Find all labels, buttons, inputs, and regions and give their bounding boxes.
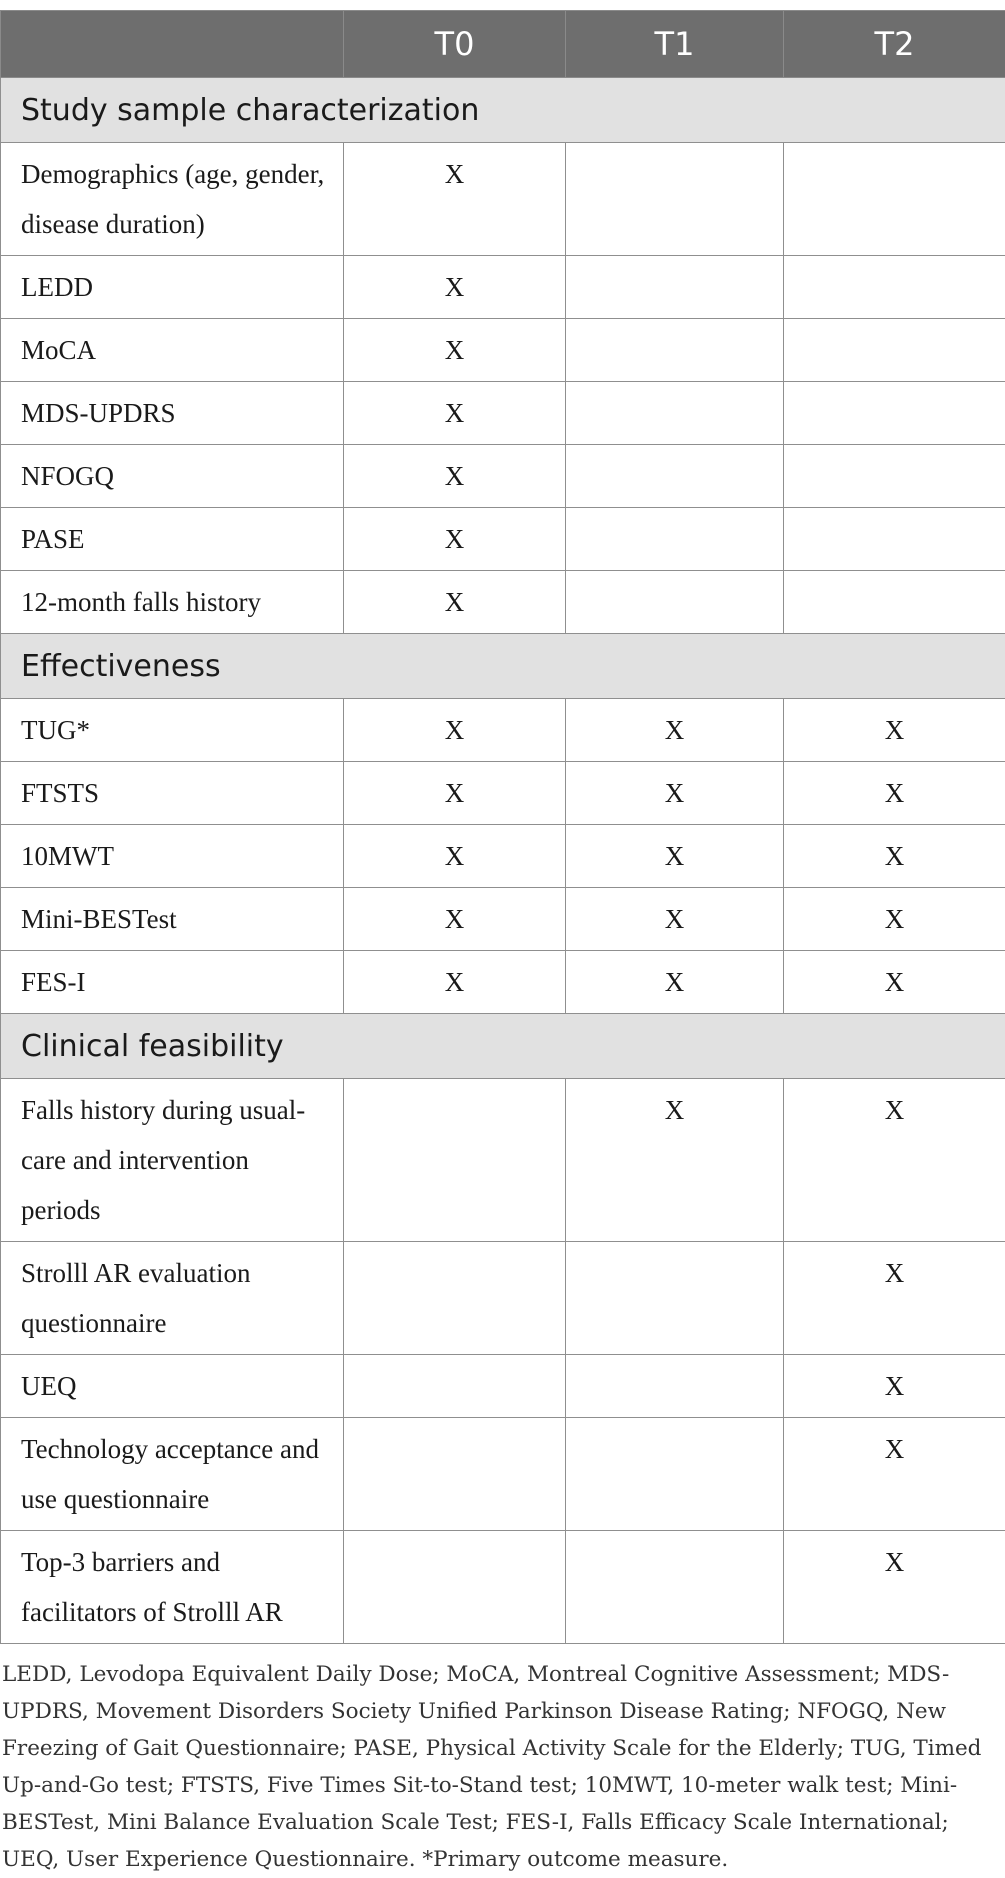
table-row [1, 143, 1005, 256]
cell-t2: X [784, 1531, 1005, 1644]
cell-t0: X [344, 825, 566, 888]
row-label: TUG* [1, 699, 344, 762]
table-row [1, 1531, 1005, 1644]
section-header [1, 1014, 1005, 1079]
cell-t0: X [344, 571, 566, 634]
cell-t1: X [566, 699, 784, 762]
table-footnote: LEDD, Levodopa Equivalent Daily Dose; MoCA, Montreal Cognitive Assessment; MDS-UPDRS, Movement Disorders Society Unified Parkinson Disease Rating; NFOGQ, New Freezing of Gait Questionnaire; PASE, Physical Activity Scale for the Elderly; TUG, Timed Up-and-Go test; FTSTS, Five Times Sit-to-Stand test; 10MWT, 10-meter walk test; Mini-BESTest, Mini Balance Evaluation Scale Test; FES-I, Falls Efficacy Scale International; UEQ, User Experience Questionnaire. *Primary outcome measure. [0, 1656, 1005, 1878]
cell-t0: X [344, 951, 566, 1014]
cell-t2: X [784, 699, 1005, 762]
assessment-table [0, 10, 1005, 1644]
cell-t0 [344, 1079, 566, 1242]
cell-t2 [784, 508, 1005, 571]
header-t1: T1 [566, 11, 784, 78]
cell-t0: X [344, 508, 566, 571]
cell-t0 [344, 1418, 566, 1531]
row-label: NFOGQ [1, 445, 344, 508]
row-label: FTSTS [1, 762, 344, 825]
table-row [1, 699, 1005, 762]
row-label: Demographics (age, gender, disease duration) [1, 143, 344, 256]
cell-t1 [566, 445, 784, 508]
cell-t1 [566, 256, 784, 319]
cell-t2: X [784, 1355, 1005, 1418]
row-label: 10MWT [1, 825, 344, 888]
section-header [1, 78, 1005, 143]
header-t2: T2 [784, 11, 1005, 78]
table-header [1, 11, 1005, 78]
table-row [1, 319, 1005, 382]
cell-t0: X [344, 699, 566, 762]
cell-t2: X [784, 1079, 1005, 1242]
cell-t2 [784, 319, 1005, 382]
row-label: MDS-UPDRS [1, 382, 344, 445]
row-label: 12-month falls history [1, 571, 344, 634]
row-label: LEDD [1, 256, 344, 319]
cell-t0: X [344, 888, 566, 951]
table-row [1, 571, 1005, 634]
row-label: UEQ [1, 1355, 344, 1418]
table-row [1, 256, 1005, 319]
cell-t1: X [566, 762, 784, 825]
cell-t1 [566, 1242, 784, 1355]
table-row [1, 445, 1005, 508]
assessment-schedule [0, 10, 1005, 1878]
cell-t2: X [784, 762, 1005, 825]
row-label: Strolll AR evaluation questionnaire [1, 1242, 344, 1355]
cell-t1: X [566, 1079, 784, 1242]
cell-t2: X [784, 1418, 1005, 1531]
section-title: Study sample characterization [1, 78, 1005, 143]
table-row [1, 1079, 1005, 1242]
row-label: Technology acceptance and use questionnaire [1, 1418, 344, 1531]
cell-t0 [344, 1531, 566, 1644]
cell-t0: X [344, 256, 566, 319]
cell-t1 [566, 571, 784, 634]
header-row [1, 11, 1005, 78]
cell-t2: X [784, 825, 1005, 888]
cell-t2 [784, 143, 1005, 256]
row-label: Top-3 barriers and facilitators of Strolll AR [1, 1531, 344, 1644]
cell-t0: X [344, 382, 566, 445]
cell-t2 [784, 256, 1005, 319]
section-header [1, 634, 1005, 699]
table-row [1, 1355, 1005, 1418]
header-t0: T0 [344, 11, 566, 78]
cell-t0: X [344, 445, 566, 508]
table-row [1, 382, 1005, 445]
row-label: Falls history during usual-care and intervention periods [1, 1079, 344, 1242]
table-row [1, 1242, 1005, 1355]
row-label: FES-I [1, 951, 344, 1014]
table-row [1, 888, 1005, 951]
cell-t1 [566, 382, 784, 445]
cell-t1 [566, 143, 784, 256]
header-blank [1, 11, 344, 78]
cell-t1: X [566, 888, 784, 951]
table-row [1, 825, 1005, 888]
cell-t1: X [566, 825, 784, 888]
cell-t1 [566, 508, 784, 571]
row-label: MoCA [1, 319, 344, 382]
cell-t0 [344, 1242, 566, 1355]
cell-t2 [784, 382, 1005, 445]
cell-t1 [566, 319, 784, 382]
table-row [1, 508, 1005, 571]
cell-t0 [344, 1355, 566, 1418]
cell-t0: X [344, 762, 566, 825]
table-row [1, 1418, 1005, 1531]
cell-t0: X [344, 319, 566, 382]
cell-t2: X [784, 951, 1005, 1014]
table-row [1, 762, 1005, 825]
table-body [1, 78, 1005, 1644]
cell-t2 [784, 445, 1005, 508]
cell-t2: X [784, 1242, 1005, 1355]
row-label: Mini-BESTest [1, 888, 344, 951]
cell-t1: X [566, 951, 784, 1014]
row-label: PASE [1, 508, 344, 571]
table-row [1, 951, 1005, 1014]
section-title: Clinical feasibility [1, 1014, 1005, 1079]
cell-t2: X [784, 888, 1005, 951]
cell-t1 [566, 1531, 784, 1644]
cell-t0: X [344, 143, 566, 256]
cell-t2 [784, 571, 1005, 634]
section-title: Effectiveness [1, 634, 1005, 699]
cell-t1 [566, 1418, 784, 1531]
cell-t1 [566, 1355, 784, 1418]
